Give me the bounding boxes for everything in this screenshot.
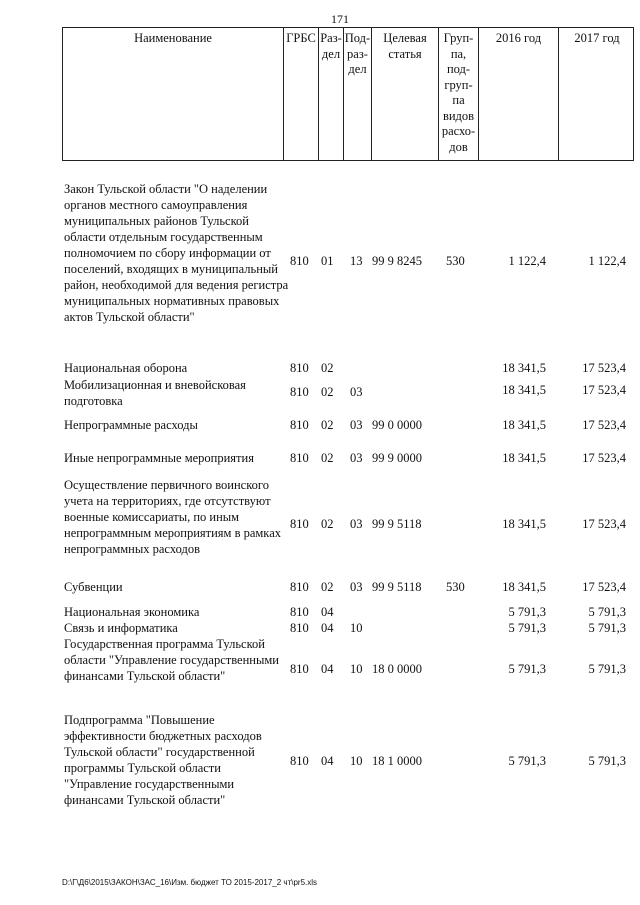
row-2016-10: 5 791,3 <box>508 754 546 768</box>
row-2017-10: 5 791,3 <box>588 754 626 768</box>
row-2016-4: 18 341,5 <box>502 451 546 465</box>
row-grbs-3: 810 <box>290 418 309 432</box>
row-razdel-0: 01 <box>321 254 334 268</box>
row-grbs-10: 810 <box>290 754 309 768</box>
col-2016-header: 2016 год <box>478 28 558 160</box>
col-podrazdel-header: Под- раз- дел <box>343 28 371 160</box>
row-name-1: Национальная оборона <box>64 361 188 375</box>
row-2016-7: 5 791,3 <box>508 605 546 619</box>
row-razdel-7: 04 <box>321 605 334 619</box>
row-name-5: Осуществление первичного воинского учета на территориях, где отсутствуют военные комиссариаты, по иным непрограммным мероприятиям в рамках непрограммных расходов <box>64 478 281 556</box>
page-number: 171 <box>331 12 349 26</box>
row-podrazdel-2: 03 <box>350 385 363 399</box>
row-2017-3: 17 523,4 <box>582 418 626 432</box>
col-grbs-header: ГРБС <box>283 28 318 160</box>
row-name-4: Иные непрограммные мероприятия <box>64 451 254 465</box>
row-podrazdel-10: 10 <box>350 754 363 768</box>
row-2017-2: 17 523,4 <box>582 383 626 397</box>
col-razdel-header: Раз- дел <box>318 28 343 160</box>
row-razdel-4: 02 <box>321 451 334 465</box>
row-podrazdel-9: 10 <box>350 662 363 676</box>
row-group-6: 530 <box>446 580 465 594</box>
col-name-header: Наименование <box>134 31 212 45</box>
row-grbs-8: 810 <box>290 621 309 635</box>
row-2016-6: 18 341,5 <box>502 580 546 594</box>
row-name-7: Национальная экономика <box>64 605 200 619</box>
row-target-4: 99 9 0000 <box>372 451 422 465</box>
col-group-header: Груп- па, под- груп- па видов расхо- дов <box>438 28 478 160</box>
row-razdel-10: 04 <box>321 754 334 768</box>
row-group-0: 530 <box>446 254 465 268</box>
row-grbs-5: 810 <box>290 517 309 531</box>
row-target-10: 18 1 0000 <box>372 754 422 768</box>
row-2017-6: 17 523,4 <box>582 580 626 594</box>
row-podrazdel-8: 10 <box>350 621 363 635</box>
row-2017-0: 1 122,4 <box>588 254 626 268</box>
row-2017-1: 17 523,4 <box>582 361 626 375</box>
row-podrazdel-4: 03 <box>350 451 363 465</box>
col-2017-header: 2017 год <box>558 28 635 160</box>
row-grbs-9: 810 <box>290 662 309 676</box>
row-2017-4: 17 523,4 <box>582 451 626 465</box>
row-2016-0: 1 122,4 <box>508 254 546 268</box>
row-2017-7: 5 791,3 <box>588 605 626 619</box>
row-2016-9: 5 791,3 <box>508 662 546 676</box>
row-target-9: 18 0 0000 <box>372 662 422 676</box>
row-target-6: 99 9 5118 <box>372 580 422 594</box>
row-2016-5: 18 341,5 <box>502 517 546 531</box>
row-podrazdel-0: 13 <box>350 254 363 268</box>
row-2017-5: 17 523,4 <box>582 517 626 531</box>
row-razdel-9: 04 <box>321 662 334 676</box>
row-2017-9: 5 791,3 <box>588 662 626 676</box>
row-name-2: Мобилизационная и вневойсковая подготовка <box>64 378 246 408</box>
row-2016-1: 18 341,5 <box>502 361 546 375</box>
row-razdel-8: 04 <box>321 621 334 635</box>
row-2016-2: 18 341,5 <box>502 383 546 397</box>
row-grbs-1: 810 <box>290 361 309 375</box>
row-name-9: Государственная программа Тульской области "Управление государственными финансами Тульской области" <box>64 637 279 683</box>
file-path-footer: D:\Г\Д6\2015\ЗАКОН\ЗАС_16\Изм. бюджет ТО 2015-2017_2 чт\pr5.xls <box>62 878 318 887</box>
row-name-3: Непрограммные расходы <box>64 418 198 432</box>
row-grbs-0: 810 <box>290 254 309 268</box>
row-grbs-6: 810 <box>290 580 309 594</box>
row-podrazdel-3: 03 <box>350 418 363 432</box>
row-razdel-3: 02 <box>321 418 334 432</box>
row-razdel-1: 02 <box>321 361 334 375</box>
row-2016-8: 5 791,3 <box>508 621 546 635</box>
row-grbs-2: 810 <box>290 385 309 399</box>
row-target-3: 99 0 0000 <box>372 418 422 432</box>
row-name-8: Связь и информатика <box>64 621 178 635</box>
row-name-0: Закон Тульской области "О наделении органов местного самоуправления муниципальных районов Тульской области отдельным государственным полномочием по сбору информации от поселений, входящих в муниципальный район, необходимой для ведения регистра муниципальных нормативных правовых актов Тульской области" <box>64 182 289 324</box>
col-target-header: Целевая статья <box>371 28 438 160</box>
table-header <box>62 27 634 161</box>
row-razdel-6: 02 <box>321 580 334 594</box>
row-name-10: Подпрограмма "Повышение эффективности бюджетных расходов Тульской области" государственной программы Тульской области "Управление государственными финансами Тульской области" <box>64 713 262 807</box>
row-razdel-5: 02 <box>321 517 334 531</box>
row-razdel-2: 02 <box>321 385 334 399</box>
row-2016-3: 18 341,5 <box>502 418 546 432</box>
row-name-6: Субвенции <box>64 580 123 594</box>
row-2017-8: 5 791,3 <box>588 621 626 635</box>
row-target-0: 99 9 8245 <box>372 254 422 268</box>
row-grbs-4: 810 <box>290 451 309 465</box>
row-podrazdel-6: 03 <box>350 580 363 594</box>
row-podrazdel-5: 03 <box>350 517 363 531</box>
row-target-5: 99 9 5118 <box>372 517 422 531</box>
row-grbs-7: 810 <box>290 605 309 619</box>
